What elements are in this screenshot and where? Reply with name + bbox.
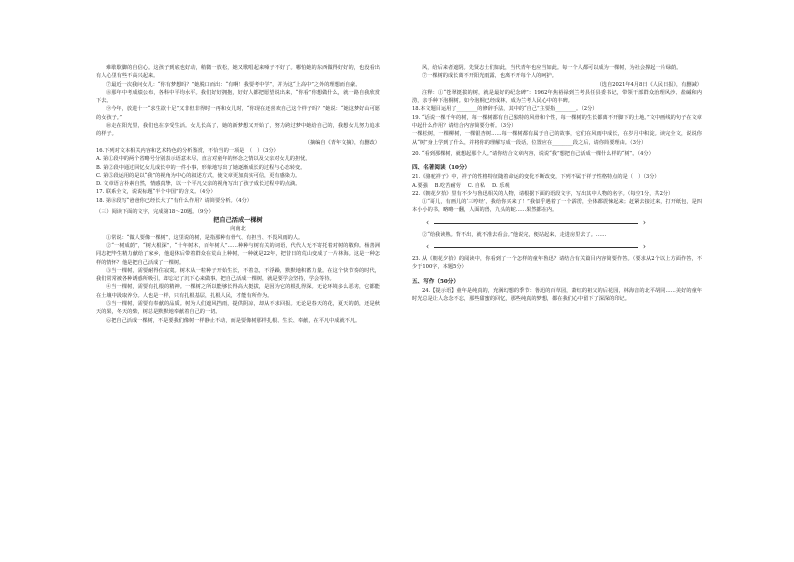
article-title: 把自己活成一棵树 [213, 217, 263, 225]
q21-option-d: D. 乐观 [492, 182, 510, 189]
bracket-left-icon: ‹ [426, 217, 430, 227]
q16-option-a: A. 第①段中的两个省略号分别表示语意未尽，直言对童年的怀念之情以及父亲对女儿的担忧。 [96, 156, 311, 163]
passage-paragraph: ⑨今年，放进十一“求生欲十足”又非但非得时一再和女儿时，“你现在还喜欢自己这个样子吗？”她说：“她这梦好山可愿的女孩子。” [96, 106, 380, 121]
question-20: 20. “看到那棵树，就想起那个人。”请你结合文章内容，说说“我”想把自己活成一棵什么样的“树”。（4分） [412, 150, 654, 157]
right-column [412, 64, 702, 303]
q21-option-b: B.吃苦耐劳 [434, 182, 461, 189]
q21-options [412, 182, 702, 190]
passage-paragraph: ⑧那年中考成绩公布，各科中平均水平。我们好好拥抱，好好人都把愿望说出来，“你看”你想做什么，就一路自我欣赏下去。 [96, 89, 380, 105]
answer-line [434, 247, 638, 248]
q16-option-b: B. 第②段中通过回忆女儿成长中的一件小事，形象地写出了她逐渐成长的过程与心态转变。 [96, 164, 306, 171]
article-paragraph: ⑦一棵树的成长离不开阳光雨露，也离不开每个人的呵护。 [422, 73, 557, 80]
passage-paragraph: ⑩走在阳光里，我们也在享受生活。女儿长高了，她的新梦想又开始了，努力跨过梦中她给自己的，我想女儿努力追求的样子。 [96, 123, 380, 138]
question-19-detail: 一棵松树，一棵柳树，一棵银杏树……每一棵树都有属于自己的故事，它们在风雨中成长，在岁月中积淀。读完全文，说说你从“树”身上学到了什么，并将你的理解写成一段话，位置应在________段之后，请你简要理由。（3分） [412, 131, 702, 146]
passage-source: （摘编自《青年文摘》，有删改） [304, 139, 380, 146]
q16-option-c: C. 第⑤段运用的是以“我”的视角为中心的叙述方式，使文章更加真实可信，更有感染力。 [96, 172, 301, 179]
bracket-right-icon: › [642, 217, 646, 227]
article-paragraph: ⑤当一棵树，需要有奉献的品质。树为人们遮风挡雨，提供阴凉，却从不求回报。无论是春天的花，夏天的荫，还是秋天的果，冬天的柴，树总是默默地奉献着自己的一切。 [96, 301, 380, 316]
article-note: 注释：①“苍翠挺拔的树，就是最好的纪念碑”：1962年焦裕禄到兰考县任县委书记，带领干部群众治理风沙、盐碱和内涝，亲手种下泡桐树。如今泡桐已经成林，成为兰考人民心中的丰碑。 [412, 89, 702, 105]
answer-line-a[interactable] [426, 218, 646, 228]
answer-line-b[interactable] [426, 242, 646, 252]
q22-excerpt-a: ①“哥儿，有画儿的‘三哼经’，我给你买来了！”我似乎遇着了一个霹雳，全体都震悚起来；赶紧去接过来，打开纸包，是四本小小的书，略略一翻，人面的兽，九头的蛇……果然都在内。 [412, 199, 702, 214]
section-4-heading: 四、名著阅读（10分） [412, 165, 471, 172]
question-23: 23. 从《朝花夕拾》的阅读中，你看到了一个怎样的童年鲁迅？请结合有关篇目内容简要作答。（要求从2个以上方面作答，不少于100字，本题5分） [412, 256, 702, 271]
article-paragraph: ①常说：“做人要像一棵树”，这里说的树，是指那种有骨气、有担当、不畏风雨的人。 [106, 234, 304, 241]
question-21: 21.《骆驼祥子》中，祥子的性格特征随着命运的变化不断改变，下列不属于祥子性格特点的是（ ）（3分） [412, 174, 660, 181]
answer-line [434, 223, 638, 224]
q21-option-c: C. 自私 [467, 182, 486, 189]
question-18: 18.本文题目运用了________的修辞手法，其中的“自己”主要指________。（2分） [412, 106, 598, 113]
q22-excerpt-b: ②“给我读熟。背不出，就不准去看会。”他说完，便站起来，走进房里去了。…… [422, 231, 607, 238]
passage-paragraph: 难歇歇脚的自信心。这孩子到底也好动，稍微一放松，她又歌唱起来嗓子不好了。哪怕她的东西做得好好的，也没看出有人心里有些不高兴起来。 [96, 65, 380, 80]
bracket-right-icon: › [642, 242, 646, 252]
question-22: 22.《朝花夕拾》里有不少与鲁迅相关的人物，请根据下面的语段文字，写出其中人物的名字。（每空1分，共2分） [412, 190, 674, 197]
question-24: 24.【提示语】童年是纯真的，充满幻想的季节：鲁迅的百草园，萧红的祖父的后花园，林海音的北平胡同……美好的童年时光总是让人念念不忘，那些甜蜜的回忆，那些纯真的梦想，都在我们心中留下了深深的印记。 [412, 287, 702, 302]
q16-option-d: D. 文章语言朴素自然，情感真挚，以一个平凡父亲的视角写出了孩子成长过程中的点滴。 [96, 181, 301, 188]
article-source: （选自2021年4月8日《人民日报》，有删减） [596, 81, 702, 88]
question-17: 17. 联系全文，说说标题“半个中国”的含义。（4分） [96, 189, 216, 196]
article-paragraph: ⑥把自己活成一棵树，不是要我们像树一样静止不动，而是要像树那样扎根、生长、奉献，在平凡中成就不凡。 [106, 317, 361, 324]
bracket-left-icon: ‹ [426, 242, 430, 252]
question-16: 16.下列对文本相关内容和艺术特色的分析鉴赏，不恰当的一项是 （ ）（3分） [96, 147, 279, 154]
question-19: 19. “话说一棵千年的树，每一棵树都有自己独特的风骨和个性，每一棵树的生长都离不开脚下的土地。”文中画线的句子在文章中起什么作用？请结合内容简要分析。（3分） [412, 114, 702, 130]
question-18-left: 18. 第⑧段写“爸爸你已经长大了”有什么作用？请简要分析。（4分） [96, 197, 252, 204]
left-column [96, 64, 380, 325]
article-author: 向南北 [230, 226, 246, 233]
section-5-heading: 五、写作（50分） [412, 278, 459, 285]
article-paragraph: ②“一树成荫”，“树大根深”，“十年树木，百年树人”……种种与树有关的词语，代代人无不寄托着对树的敬仰。杨善洲同志把毕生精力献给了家乡，他退休后带着群众在荒山上种树，一种就是22年，把昔日的荒山变成了一片林海。这是一种怎样的情怀？他是把自己活成了一棵树。 [96, 242, 380, 266]
q21-option-a: A.要强 [412, 182, 428, 189]
article-paragraph: 风，给后来者遮阴。先贤志士们如此，当代青年也应当如此。每一个人都可以成为一棵树，为社会撑起一片绿荫。 [422, 65, 682, 71]
passage-paragraph: ⑦最近一次我问女儿：“你有梦想吗？”她脱口而出：“有啊！我要考中学”，并为这“上高中”之外的理想而自豪。 [106, 81, 361, 88]
section-3-intro: （三）阅读下面的文字，完成第18～20题。（9分） [96, 209, 214, 216]
article-paragraph: ④当一棵树，需要有扎根的精神。一棵树之所以能够长得高大挺拔，是因为它的根扎得深。无论环境多么恶劣，它都能在土壤中汲取养分。人也是一样，只有扎根基层，扎根人民，才能有所作为。 [96, 284, 380, 299]
article-paragraph: ③当一棵树，需要耐得住寂寞。树木从一粒种子开始生长，不着急，不浮躁，默默地积蓄力量。在这个快节奏的时代，我们常常被各种诱惑所吸引，却忘记了沉下心来做事。把自己活成一棵树，就是要学会坚持，学会等待。 [96, 267, 380, 283]
